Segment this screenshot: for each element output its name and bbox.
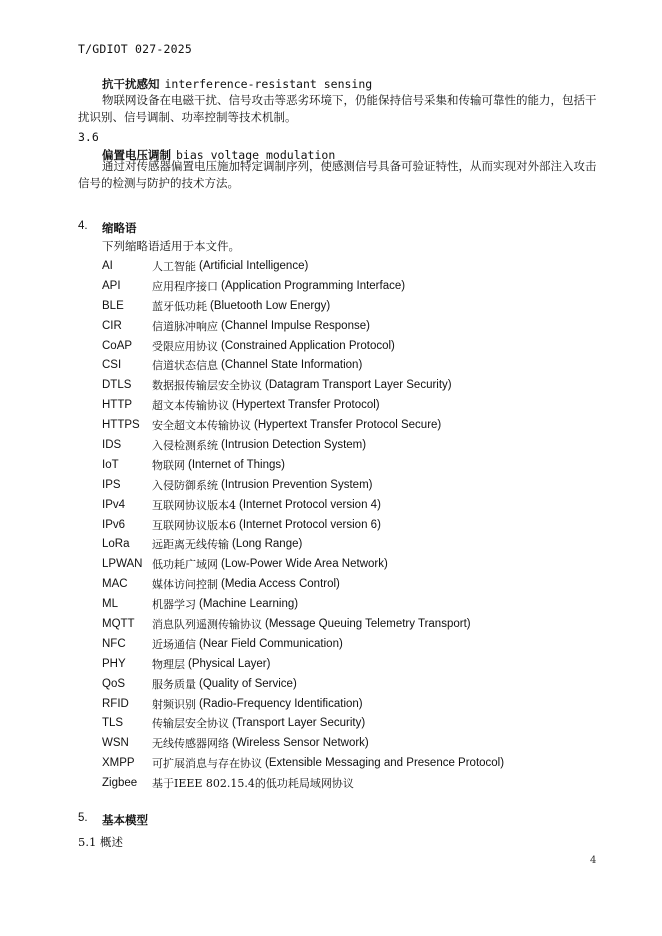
subclause-heading: 5.1 概述 (78, 835, 123, 849)
abbreviation-english-term: (Message Queuing Telemetry Transport) (265, 617, 471, 630)
abbreviation-english-term: (Radio-Frequency Identification) (199, 697, 363, 710)
abbreviation-code: DTLS (102, 379, 132, 392)
abbreviation-row (102, 713, 622, 733)
abbreviation-chinese-term: 人工智能 (152, 259, 196, 273)
abbreviation-chinese-term: 传输层安全协议 (152, 717, 229, 731)
abbreviation-code: QoS (102, 677, 126, 690)
term-definition: 物联网设备在电磁干扰、信号攻击等恶劣环境下，仍能保持信号采集和传输可靠性的能力，包括干扰识别、信号调制、功率控制等技术机制。 (78, 93, 597, 124)
abbreviation-code: IPS (102, 478, 121, 491)
abbreviation-row (102, 495, 622, 515)
abbreviation-row (102, 674, 622, 694)
abbreviation-code: CIR (102, 319, 122, 332)
term-title-en: bias voltage modulation (176, 148, 336, 162)
abbreviation-row (102, 435, 622, 455)
term-title-cn: 抗干扰感知 (102, 77, 160, 91)
abbreviations-intro: 下列缩略语适用于本文件。 (102, 239, 240, 253)
abbreviation-chinese-term: 超文本传输协议 (152, 399, 229, 413)
abbreviation-row (102, 296, 622, 316)
abbreviation-code: HTTP (102, 399, 133, 412)
abbreviation-code: API (102, 279, 121, 292)
abbreviation-english-term: (Low-Power Wide Area Network) (221, 558, 388, 571)
abbreviation-chinese-term: 信道状态信息 (152, 359, 218, 373)
abbreviation-code: IDS (102, 438, 122, 451)
section-number: 5. (78, 812, 88, 824)
abbreviation-row (102, 415, 622, 435)
abbreviation-english-term: (Internet of Things) (188, 458, 285, 471)
abbreviation-chinese-term: 入侵检测系统 (152, 438, 218, 452)
abbreviation-code: Zigbee (102, 777, 138, 790)
abbreviation-chinese-term: 无线传感器网络 (152, 737, 229, 751)
abbreviation-row (102, 654, 622, 674)
abbreviation-chinese-term: 物联网 (152, 458, 185, 472)
abbreviation-code: LPWAN (102, 558, 143, 571)
abbreviation-code: CoAP (102, 339, 133, 352)
abbreviation-row (102, 733, 622, 753)
term-definition: 通过对传感器偏置电压施加特定调制序列，使感测信号具备可验证特性，从而实现对外部注入攻击信号的检测与防护的技术方法。 (78, 159, 597, 190)
abbreviation-chinese-term: 低功耗广域网 (152, 558, 218, 572)
abbreviation-row (102, 534, 622, 554)
document-id-header: T/GDIOT 027-2025 (78, 42, 192, 56)
abbreviation-english-term: (Datagram Transport Layer Security) (265, 379, 452, 392)
abbreviation-english-term: (Channel State Information) (221, 359, 363, 372)
page-number: 4 (590, 855, 597, 866)
abbreviation-row (102, 375, 622, 395)
abbreviation-chinese-term: 消息队列遥测传输协议 (152, 617, 262, 631)
abbreviation-code: PHY (102, 657, 126, 670)
abbreviation-english-term: (Long Range) (232, 538, 303, 551)
abbreviation-chinese-term: 机器学习 (152, 598, 196, 612)
abbreviation-english-term: (Artificial Intelligence) (199, 259, 309, 272)
abbreviation-chinese-term: 射频识别 (152, 697, 196, 711)
abbreviation-code: XMPP (102, 757, 135, 770)
clause-number: 3.6 (78, 130, 99, 144)
abbreviation-english-term: (Wireless Sensor Network) (232, 737, 369, 750)
abbreviation-row (102, 515, 622, 535)
abbreviation-english-term: (Physical Layer) (188, 657, 271, 670)
abbreviation-code: AI (102, 259, 113, 272)
term-title-cn: 偏置电压调制 (102, 148, 171, 162)
abbreviation-english-term: (Media Access Control) (221, 578, 340, 591)
abbreviation-row (102, 336, 622, 356)
abbreviation-row (102, 694, 622, 714)
abbreviation-code: TLS (102, 717, 124, 730)
abbreviation-chinese-term: 互联网协议版本4 (152, 498, 236, 512)
abbreviation-code: IPv6 (102, 518, 126, 531)
abbreviation-code: MAC (102, 578, 128, 591)
abbreviation-list (102, 256, 622, 793)
section-number: 4. (78, 220, 88, 232)
abbreviation-row (102, 634, 622, 654)
abbreviation-english-term: (Near Field Communication) (199, 637, 343, 650)
abbreviation-code: CSI (102, 359, 122, 372)
abbreviation-english-term: (Hypertext Transfer Protocol Secure) (254, 419, 442, 432)
abbreviation-code: WSN (102, 737, 129, 750)
abbreviation-code: ML (102, 598, 118, 611)
abbreviation-english-term: (Channel Impulse Response) (221, 319, 370, 332)
abbreviation-code: IoT (102, 458, 119, 471)
abbreviation-chinese-term: 媒体访问控制 (152, 578, 218, 592)
abbreviation-english-term: (Intrusion Prevention System) (221, 478, 373, 491)
abbreviation-english-term: (Bluetooth Low Energy) (210, 299, 331, 312)
section-title: 缩略语 (102, 221, 137, 235)
abbreviation-english-term: (Quality of Service) (199, 677, 297, 690)
abbreviation-code: BLE (102, 299, 124, 312)
abbreviation-english-term: (Extensible Messaging and Presence Protocol) (265, 757, 505, 770)
abbreviation-code: IPv4 (102, 498, 126, 511)
abbreviation-row (102, 574, 622, 594)
abbreviation-row (102, 773, 622, 793)
abbreviation-english-term: (Machine Learning) (199, 598, 299, 611)
abbreviation-chinese-term: 数据报传输层安全协议 (152, 379, 262, 393)
term-title-en: interference-resistant sensing (164, 77, 373, 91)
abbreviation-row (102, 256, 622, 276)
abbreviation-english-term: (Transport Layer Security) (232, 717, 366, 730)
abbreviation-row (102, 554, 622, 574)
abbreviation-row (102, 753, 622, 773)
abbreviation-chinese-term: 受限应用协议 (152, 339, 218, 353)
abbreviation-row (102, 594, 622, 614)
abbreviation-english-term: (Constrained Application Protocol) (221, 339, 395, 352)
abbreviation-english-term: (Hypertext Transfer Protocol) (232, 399, 380, 412)
abbreviation-code: MQTT (102, 617, 135, 630)
abbreviation-chinese-term: 近场通信 (152, 637, 196, 651)
term-title (102, 76, 372, 92)
abbreviation-row (102, 455, 622, 475)
abbreviation-english-term: (Internet Protocol version 6) (239, 518, 381, 531)
abbreviation-code: NFC (102, 637, 126, 650)
abbreviation-row (102, 475, 622, 495)
abbreviation-row (102, 395, 622, 415)
abbreviation-chinese-term: 基于IEEE 802.15.4的低功耗局域网协议 (152, 777, 354, 791)
abbreviation-chinese-term: 远距离无线传输 (152, 538, 229, 552)
abbreviation-english-term: (Internet Protocol version 4) (239, 498, 381, 511)
abbreviation-chinese-term: 应用程序接口 (152, 279, 218, 293)
abbreviation-english-term: (Intrusion Detection System) (221, 438, 367, 451)
abbreviation-chinese-term: 信道脉冲响应 (152, 319, 218, 333)
abbreviation-row (102, 316, 622, 336)
abbreviation-code: LoRa (102, 538, 130, 551)
abbreviation-code: HTTPS (102, 419, 140, 432)
abbreviation-chinese-term: 安全超文本传输协议 (152, 419, 251, 433)
abbreviation-chinese-term: 蓝牙低功耗 (152, 299, 207, 313)
abbreviation-code: RFID (102, 697, 129, 710)
abbreviation-chinese-term: 服务质量 (152, 677, 196, 691)
abbreviation-row (102, 355, 622, 375)
abbreviation-chinese-term: 可扩展消息与存在协议 (152, 757, 262, 771)
abbreviation-row (102, 614, 622, 634)
abbreviation-chinese-term: 物理层 (152, 657, 185, 671)
section-title: 基本模型 (102, 813, 148, 827)
abbreviation-row (102, 276, 622, 296)
abbreviation-chinese-term: 入侵防御系统 (152, 478, 218, 492)
abbreviation-chinese-term: 互联网协议版本6 (152, 518, 236, 532)
abbreviation-english-term: (Application Programming Interface) (221, 279, 406, 292)
